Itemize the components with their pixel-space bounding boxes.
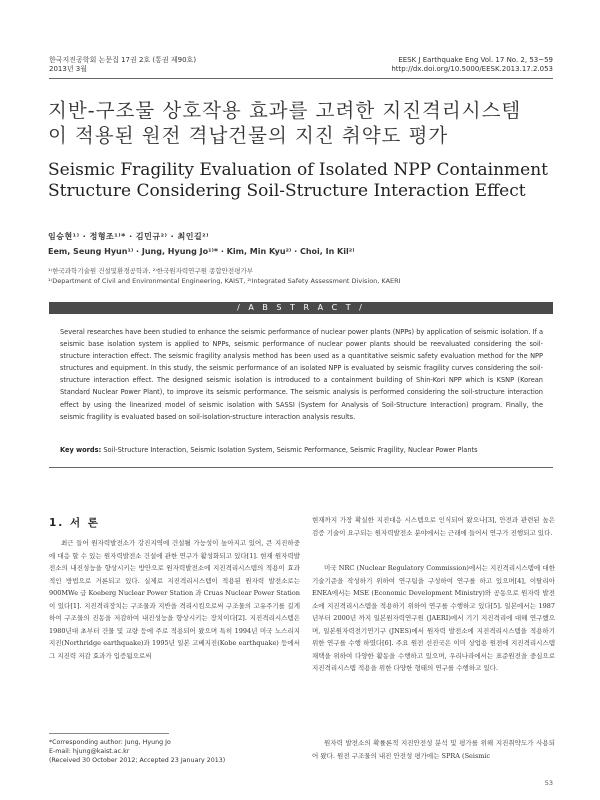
- journal-name-english: EESK J Earthquake Eng Vol. 17 No. 2, 53~59: [398, 56, 553, 64]
- keywords-list: Soil-Structure Interaction, Seismic Isolation System, Seismic Performance, Seismic Fragility, Nuclear Power Plants: [103, 446, 478, 454]
- corresponding-email[interactable]: E-mail: hjung@kaist.ac.kr: [49, 748, 130, 755]
- affiliation-korean: ¹⁾한국과학기술원 건설및환경공학과, ²⁾한국원자력연구원 종합안전평가부: [48, 267, 254, 275]
- footnote-divider: [49, 733, 169, 734]
- keywords: [60, 446, 550, 454]
- intro-paragraph-3: 미국 NRC (Nuclear Regulatory Commission)에서는 지진격리시스템에 대한 기술기준을 작성하기 위하여 연구팀을 구성하여 연구를 하고 있으며[4], 이탈리아 ENEA에서는 MSE (Economic Development Ministry)와 공동으로 원자력 발전소에 지진격리시스템을 적용하기 위하여 연구를 수행하고 있다[5]. 일본에서는 1987년부터 2000년 까지 일본원자력연구원 (JAERI)에서 기기 지진격리에 대해 연구했으며, 일본원자력전기연기구 (JNES)에서 원자력 발전소에 지진격리시스템을 적용하기 위한 연구를 수행 하였다[6]. 주요 원전 선진국은 이미 상업용 원전에 지진격리시스템 채택을 위하여 다양한 활동을 수행하고 있으며, 우리나라에서는 표준원전을 중심으로 지진격리시스템 적용을 위한 다양한 형태의 연구를 수행하고 있다.: [312, 564, 555, 672]
- english-title: [48, 160, 568, 202]
- issue-date-korean: 2013년 3월: [49, 65, 88, 73]
- corresponding-author: *Corresponding author: Jung, Hyung Jo: [49, 739, 171, 746]
- header-divider: [49, 78, 553, 79]
- keywords-label: Key words:: [60, 446, 102, 454]
- journal-name-korean: 한국지진공학회 논문집 17권 2호 (통권 제90호): [49, 56, 197, 64]
- journal-header-korean: [49, 56, 196, 74]
- authors-korean: 임승현¹⁾ · 정형조¹⁾* · 김민규²⁾ · 최인길²⁾: [48, 232, 209, 241]
- section-heading-introduction: 1. 서 론: [49, 517, 100, 529]
- english-title-line2: Structure Considering Soil-Structure Interaction Effect: [48, 181, 526, 201]
- intro-paragraph-4: 원자력 발전소의 확률론적 지진안전성 분석 및 평가를 위해 지진취약도가 사용되어 왔다. 원전 구조물의 내진 안전성 평가에는 SPRA (Seismic: [312, 739, 555, 760]
- abstract-banner: / A B S T R A C T /: [49, 302, 553, 314]
- affiliation-english: ¹⁾Department of Civil and Environmental Engineering, KAIST, ²⁾Integrated Safety Assessment Division, KAERI: [48, 277, 401, 285]
- korean-title-line2: 이 적용된 원전 격납건물의 지진 취약도 평가: [48, 124, 449, 147]
- authors-english: Eem, Seung Hyun¹⁾ · Jung, Hyung Jo¹⁾* · Kim, Min Kyu²⁾ · Choi, In Kil²⁾: [48, 247, 355, 256]
- doi-link[interactable]: http://dx.doi.org/10.5000/EESK.2013.17.2.053: [391, 65, 553, 73]
- journal-header-english: [391, 56, 553, 74]
- intro-paragraph-1: 최근 들어 원자력발전소가 강진지역에 건설될 가능성이 높아지고 있어, 큰 지진하중에 대응 할 수 있는 원자력발전소 건설에 관한 연구가 활성화되고 있다[1]. 현재 원자력발전소의 내진성능을 향상시키는 방안으로 원자력발전소에 지진격리시스템의 적용이 효과적인 방법으로 거론되고 있다. 실제로 지진격리시스템이 적용된 원자력 발전소로는 900MWe 급 Koeberg Nuclear Power Station 과 Cruas Nuclear Power Station이 있다[1]. 지진격리장치는 구조물과 지반을 격리시킴으로써 구조물의 고유주기를 길게 하여 구조물의 진동을 저감하여 내진성능을 향상시키는 장치이다[2]. 지진격리시스템은 1980년대 초부터 건물 및 교량 등에 주로 적용되어 왔으며 특히 1994년 미국 노스리지지진(Northridge earthquake)과 1995년 일본 고베지진(Kobe earthquake) 등에서 그 지진력 저감 효과가 입증됨으로써: [49, 539, 300, 660]
- abstract-text: Several researches have been studied to enhance the seismic performance of nuclear power plants (NPPs) by application of seismic isolation. If a seismic base isolation system is applied to NPPs, seismic performance of nuclear power plants should be reevaluated considering the soil-structure interaction effect. The seismic fragility analysis method has been used as a quantitative seismic safety evaluation method for the NPP structures and equipment. In this study, the seismic performance of an isolated NPP is evaluated by seismic fragility curves considering the soil-structure interaction effect. The designed seismic isolation is introduced to a containment building of Shin-Kori NPP which is KSNP (Korean Standard Nuclear Power Plant), to improve its seismic performance. The seismic analysis is performed considering the soil-structure interaction effect by using the linearized model of seismic isolation with SASSI (System for Analysis of Soil-Structure Interaction) program. Finally, the seismic fragility is evaluated based on soil-isolation-structure interaction analysis results.: [60, 328, 543, 421]
- korean-title: [48, 98, 558, 148]
- korean-title-line1: 지반-구조물 상호작용 효과를 고려한 지진격리시스템: [48, 99, 522, 122]
- corresponding-author-note: [49, 738, 225, 765]
- page-number: 53: [544, 779, 553, 787]
- received-dates: (Received 30 October 2012; Accepted 23 January 2013): [49, 757, 226, 764]
- intro-paragraph-2: 현재까지 가장 확실한 지진대응 시스템으로 인식되어 왔으나[3], 안전과 관련된 높은 검증 기술이 요구되는 원자력발전소 분야에서는 근래에 들어서 연구가 진행되고 있다.: [312, 516, 555, 537]
- abstract-divider: [49, 467, 553, 468]
- english-title-line1: Seismic Fragility Evaluation of Isolated NPP Containment: [48, 160, 548, 180]
